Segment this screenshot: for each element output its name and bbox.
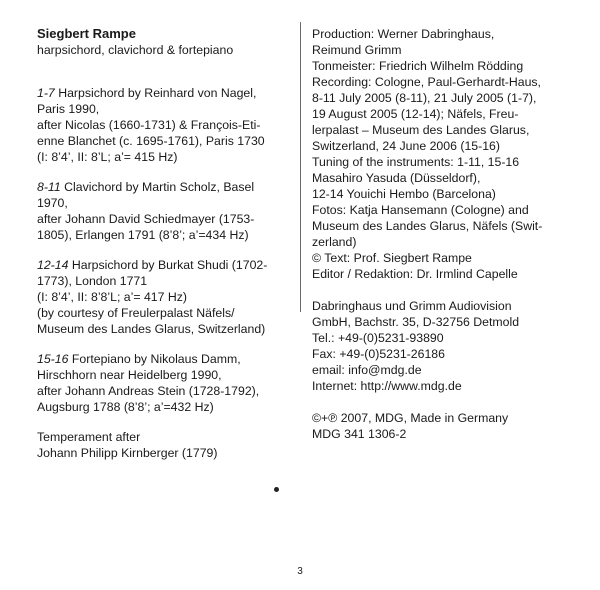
instrument-line: enne Blanchet (c. 1695-1761), Paris 1730: [37, 134, 265, 148]
page-number: 3: [297, 566, 303, 577]
credit-line: zerland): [312, 235, 357, 249]
column-divider: [300, 22, 301, 312]
credit-line: 12-14 Youichi Hembo (Barcelona): [312, 187, 496, 201]
track-range: 15-16: [37, 352, 69, 366]
right-column: [312, 26, 572, 442]
phone: Tel.: +49-(0)5231-93890: [312, 331, 444, 345]
instrument-line: (by courtesy of Freulerpalast Näfels/: [37, 306, 235, 320]
bullet-dot: [274, 487, 279, 492]
instrument-line: after Johann Andreas Stein (1728-1792),: [37, 384, 260, 398]
instrument-line: Clavichord by Martin Scholz, Basel: [60, 180, 255, 194]
instrument-line: Harpsichord by Burkat Shudi (1702-: [68, 258, 268, 272]
instrument-block-2: [37, 179, 292, 243]
track-range: 8-11: [37, 180, 61, 194]
instrument-line: Paris 1990,: [37, 102, 100, 116]
credit-line: 8-11 July 2005 (8-11), 21 July 2005 (1-7),: [312, 91, 537, 105]
left-column: [37, 26, 292, 461]
credit-line: Switzerland, 24 June 2006 (15-16): [312, 139, 500, 153]
instrument-block-1: [37, 85, 292, 165]
credit-line: Reimund Grimm: [312, 43, 402, 57]
instrument-line: Hirschhorn near Heidelberg 1990,: [37, 368, 222, 382]
artist-name: Siegbert Rampe: [37, 26, 136, 41]
address-line: Dabringhaus und Grimm Audiovision: [312, 299, 512, 313]
instrument-line: 1805), Erlangen 1791 (8’8’; a’=434 Hz): [37, 228, 249, 242]
instrument-line: (I: 8’4’, II: 8’L; a’= 415 Hz): [37, 150, 178, 164]
instrument-line: Fortepiano by Nikolaus Damm,: [68, 352, 241, 366]
credit-line: Fotos: Katja Hansemann (Cologne) and: [312, 203, 529, 217]
fax: Fax: +49-(0)5231-26186: [312, 347, 445, 361]
copyright-block: [312, 410, 572, 442]
instrument-line: 1773), London 1771: [37, 274, 148, 288]
copyright-line: ©+℗ 2007, MDG, Made in Germany: [312, 411, 509, 425]
credits-block: [312, 26, 572, 282]
instrument-line: (I: 8’4’, II: 8’8’L; a’= 417 Hz): [37, 290, 188, 304]
email: email: info@mdg.de: [312, 363, 422, 377]
temperament-block: [37, 429, 292, 461]
address-block: [312, 298, 572, 394]
credit-line: © Text: Prof. Siegbert Rampe: [312, 251, 472, 265]
credit-line: Museum des Landes Glarus, Näfels (Swit-: [312, 219, 543, 233]
credit-line: Production: Werner Dabringhaus,: [312, 27, 495, 41]
track-range: 1-7: [37, 86, 55, 100]
instrument-line: Harpsichord by Reinhard von Nagel,: [54, 86, 257, 100]
instrument-block-3: [37, 257, 292, 337]
website: Internet: http://www.mdg.de: [312, 379, 462, 393]
credit-line: Editor / Redaktion: Dr. Irmlind Capelle: [312, 267, 518, 281]
temperament-line: Temperament after: [37, 430, 141, 444]
instrument-line: after Johann David Schiedmayer (1753-: [37, 212, 255, 226]
track-range: 12-14: [37, 258, 69, 272]
credit-line: Masahiro Yasuda (Düsseldorf),: [312, 171, 481, 185]
credit-line: Recording: Cologne, Paul-Gerhardt-Haus,: [312, 75, 541, 89]
credit-line: 19 August 2005 (12-14); Näfels, Freu-: [312, 107, 519, 121]
address-line: GmbH, Bachstr. 35, D-32756 Detmold: [312, 315, 520, 329]
catalog-number: MDG 341 1306-2: [312, 427, 407, 441]
credit-line: Tuning of the instruments: 1-11, 15-16: [312, 155, 520, 169]
temperament-line: Johann Philipp Kirnberger (1779): [37, 446, 218, 460]
credit-line: Tonmeister: Friedrich Wilhelm Rödding: [312, 59, 524, 73]
instrument-line: 1970,: [37, 196, 68, 210]
credit-line: lerpalast – Museum des Landes Glarus,: [312, 123, 530, 137]
instrument-block-4: [37, 351, 292, 415]
instrument-line: Museum des Landes Glarus, Switzerland): [37, 322, 266, 336]
artist-role: harpsichord, clavichord & fortepiano: [37, 43, 234, 57]
instrument-line: after Nicolas (1660-1731) & François-Eti-: [37, 118, 261, 132]
instrument-line: Augsburg 1788 (8’8’; a’=432 Hz): [37, 400, 214, 414]
